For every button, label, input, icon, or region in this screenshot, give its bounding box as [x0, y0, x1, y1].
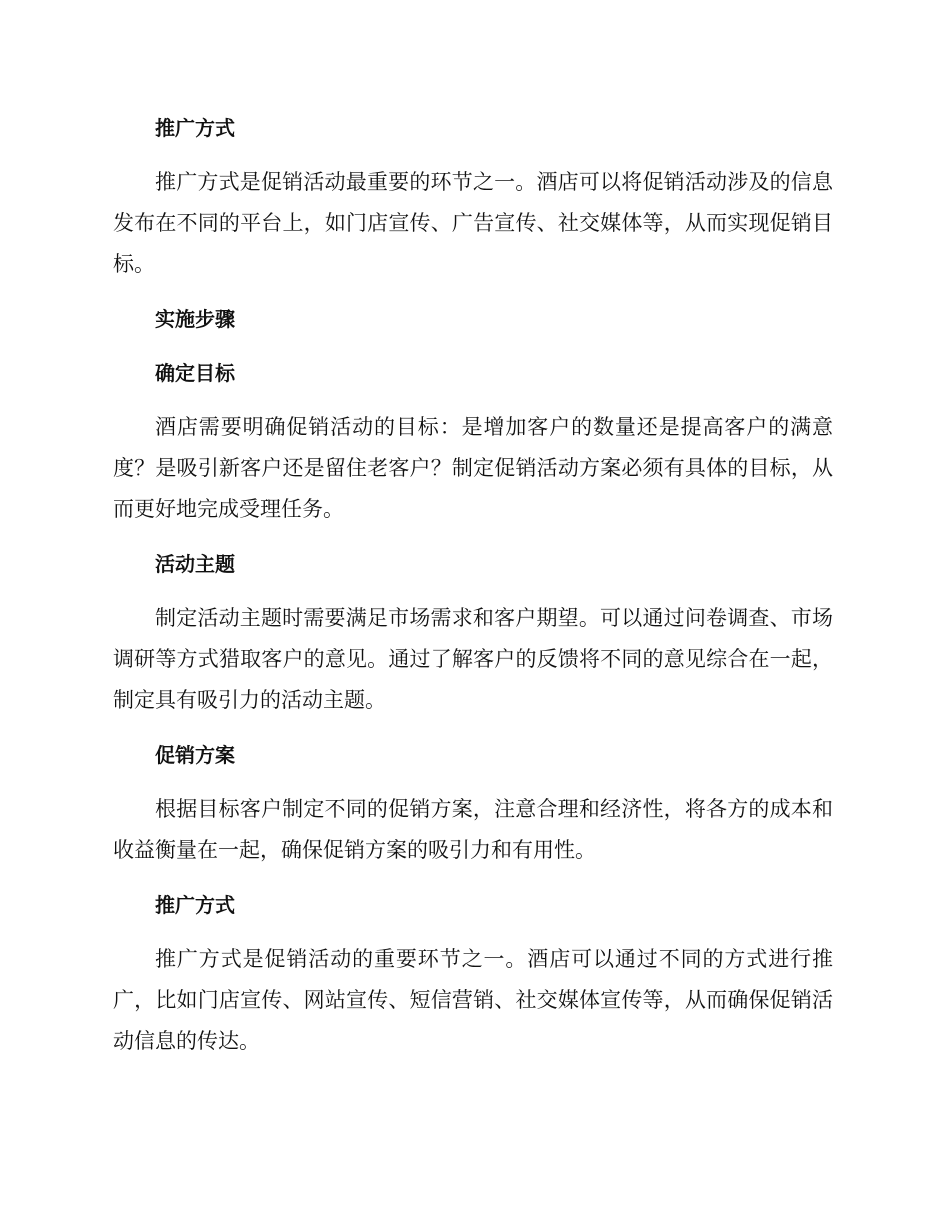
section-heading-goals: 确定目标	[155, 361, 235, 385]
section-paragraph-plan: 根据目标客户制定不同的促销方案，注意合理和经济性，将各方的成本和收益衡量在一起，确保促销方案的吸引力和有用性。	[113, 797, 833, 862]
section-paragraph-theme: 制定活动主题时需要满足市场需求和客户期望。可以通过问卷调查、市场调研等方式猎取客户的意见。通过了解客户的反馈将不同的意见综合在一起，制定具有吸引力的活动主题。	[113, 606, 833, 712]
section-paragraph-goals: 酒店需要明确促销活动的目标：是增加客户的数量还是提高客户的满意度？是吸引新客户还是留住老客户？制定促销活动方案必须有具体的目标，从而更好地完成受理任务。	[113, 415, 833, 521]
document-body	[113, 108, 833, 1076]
section-heading-promotion: 推广方式	[155, 116, 235, 140]
section-paragraph-promotion-2: 推广方式是促销活动的重要环节之一。酒店可以通过不同的方式进行推广，比如门店宣传、网站宣传、短信营销、社交媒体宣传等，从而确保促销活动信息的传达。	[113, 947, 833, 1053]
section-heading-promotion-2: 推广方式	[155, 893, 235, 917]
section-heading-theme: 活动主题	[155, 552, 235, 576]
section-paragraph-promotion: 推广方式是促销活动最重要的环节之一。酒店可以将促销活动涉及的信息发布在不同的平台上，如门店宣传、广告宣传、社交媒体等，从而实现促销目标。	[113, 170, 833, 276]
section-heading-plan: 促销方案	[155, 743, 235, 767]
section-heading-implementation: 实施步骤	[155, 307, 235, 331]
